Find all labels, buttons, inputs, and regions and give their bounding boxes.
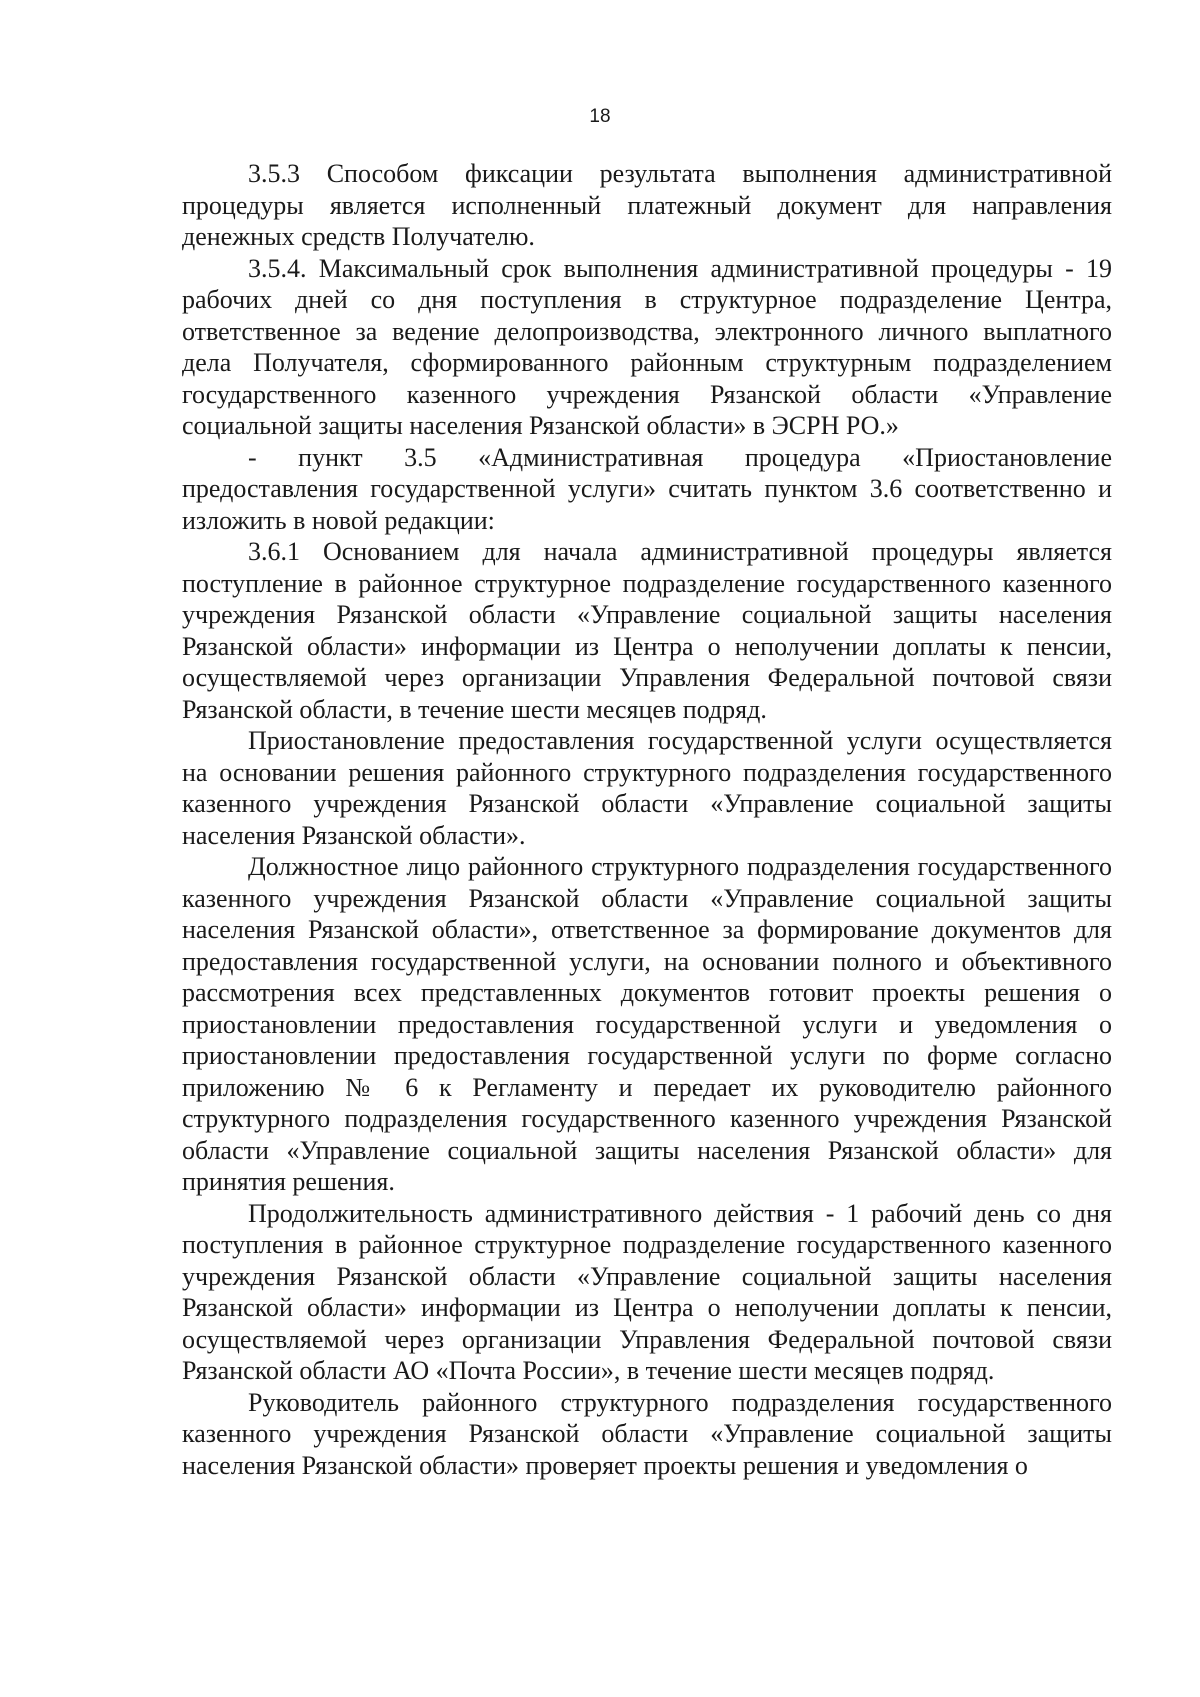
paragraph-item-3-5-amendment: - пункт 3.5 «Административная процедура «Приостановление предоставления государственной услуги» считать пунктом 3.6 соответственно и изложить в новой редакции:: [182, 442, 1112, 535]
paragraph-action-duration: Продолжительность административного действия - 1 рабочий день со дня поступления в районное структурное подразделение государственного казенного учреждения Рязанской области «Управление социальной защиты населения Рязанской области» информации из Центра о неполучении доплаты к пенсии, осуществляемой через организации Управления Федеральной почтовой связи Рязанской области АО «Почта России», в течение шести месяцев подряд.: [182, 1198, 1112, 1385]
document-body: [182, 158, 1112, 1481]
paragraph-suspension-basis: Приостановление предоставления государственной услуги осуществляется на основании решения районного структурного подразделения государственного казенного учреждения Рязанской области «Управление социальной защиты населения Рязанской области».: [182, 726, 1112, 850]
paragraph-head-review: Руководитель районного структурного подразделения государственного казенного учреждения Рязанской области «Управление социальной защиты населения Рязанской области» проверяет проекты решения и уведомления о: [182, 1387, 1112, 1480]
paragraph-official-duties: Должностное лицо районного структурного подразделения государственного казенного учреждения Рязанской области «Управление социальной защиты населения Рязанской области», ответственное за формирование документов для предоставления государственной услуги, на основании полного и объективного рассмотрения всех представленных документов готовит проекты решения о приостановлении предоставления государственной услуги и уведомления о приостановлении предоставления государственной услуги по форме согласно приложению № 6 к Регламенту и передает их руководителю районного структурного подразделения государственного казенного учреждения Рязанской области «Управление социальной защиты населения Рязанской области» для принятия решения.: [182, 852, 1112, 1196]
paragraph-3-6-1: 3.6.1 Основанием для начала административной процедуры является поступление в районное структурное подразделение государственного казенного учреждения Рязанской области «Управление социальной защиты населения Рязанской области» информации из Центра о неполучении доплаты к пенсии, осуществляемой через организации Управления Федеральной почтовой связи Рязанской области, в течение шести месяцев подряд.: [182, 537, 1112, 724]
paragraph-3-5-4: 3.5.4. Максимальный срок выполнения административной процедуры - 19 рабочих дней со дня поступления в структурное подразделение Центра, ответственное за ведение делопроизводства, электронного личного выплатного дела Получателя, сформированного районным структурным подразделением государственного казенного учреждения Рязанской области «Управление социальной защиты населения Рязанской области» в ЭСРН РО.»: [182, 253, 1112, 440]
paragraph-3-5-3: 3.5.3 Способом фиксации результата выполнения административной процедуры является исполненный платежный документ для направления денежных средств Получателю.: [182, 159, 1112, 251]
page-number: 18: [589, 106, 611, 127]
